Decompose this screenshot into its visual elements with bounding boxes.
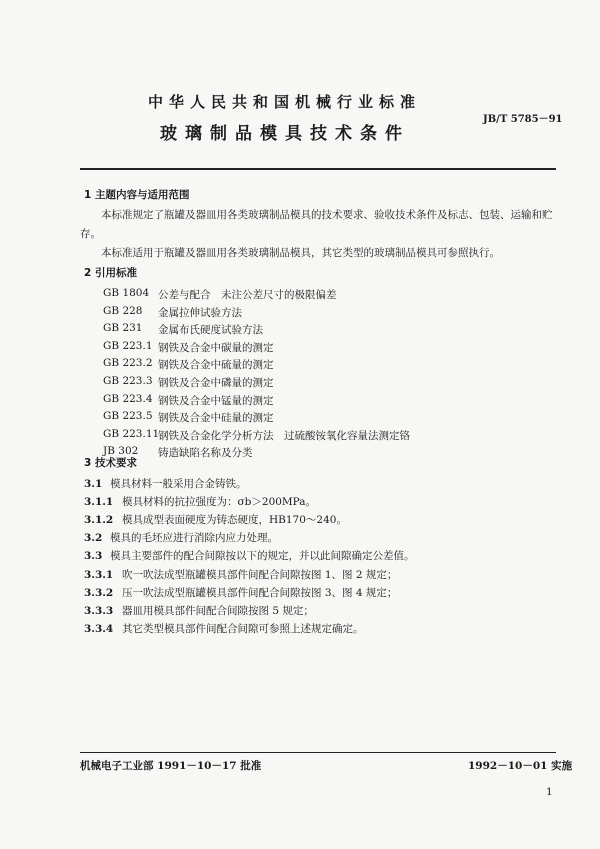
standard-number: JB/T 5785－91: [483, 114, 563, 125]
reference-title: 钢铁及合金中磷量的测定: [158, 377, 274, 389]
reference-title: 钢铁及合金中碳量的测定: [158, 341, 274, 354]
org-title: 中华人民共和国机械行业标准: [148, 93, 422, 111]
page-number: 1: [546, 786, 553, 798]
requirement-item: [84, 476, 247, 491]
requirement-item: [84, 548, 415, 563]
reference-title: 钢铁及合金中硫量的测定: [158, 359, 274, 372]
requirement-number: 3.3.4: [84, 622, 114, 635]
requirement-text: 模具材料一般采用合金铸铁。: [110, 478, 247, 490]
reference-title: 公差与配合 未注公差尺寸的极限偏差: [158, 289, 337, 301]
reference-code: GB 223.3: [103, 375, 153, 387]
reference-title: 金属拉伸试验方法: [158, 306, 242, 319]
reference-code: GB 1804: [103, 287, 150, 299]
requirement-text: 模具的毛坯应进行消除内应力处理。: [110, 532, 278, 545]
requirement-number: 3.3.1: [84, 568, 114, 581]
requirement-text: 压一吹法成型瓶罐模具部件间配合间隙按图 3、图 4 规定；: [122, 586, 398, 599]
implementation-text: 1992－10－01 实施: [468, 760, 573, 772]
requirement-number: 3.3.3: [84, 604, 114, 617]
requirement-item: [84, 585, 397, 600]
requirement-number: 3.1.2: [84, 514, 114, 527]
footer-divider: [80, 752, 556, 753]
section1-para1: 本标准规定了瓶罐及器皿用各类玻璃制品模具的技术要求、验收技术条件及标志、包装、运输和贮: [101, 209, 553, 221]
section1-para2: 本标准适用于瓶罐及器皿用各类玻璃制品模具，其它类型的玻璃制品模具可参照执行。: [101, 247, 500, 259]
requirement-text: 器皿用模具部件间配合间隙按图 5 规定；: [122, 604, 314, 617]
requirement-number: 3.3: [84, 550, 103, 563]
reference-code: GB 223.11: [103, 427, 160, 440]
reference-title: 铸造缺陷名称及分类: [158, 447, 253, 460]
requirement-text: 模具成型表面硬度为铸态硬度，HB170～240。: [122, 514, 347, 527]
reference-code: GB 223.2: [103, 357, 153, 370]
requirement-text: 模具材料的抗拉强度为：σb＞200MPa。: [122, 496, 317, 509]
requirement-text: 模具主要部件的配合间隙按以下的规定，并以此间隙确定公差值。: [110, 550, 415, 563]
requirement-item: [84, 567, 397, 582]
reference-code: GB 231: [103, 322, 143, 335]
reference-code: JB 302: [103, 445, 139, 458]
reference-code: GB 223.4: [103, 392, 153, 405]
section1-para1-cont: 存。: [80, 228, 101, 240]
requirement-item: [84, 494, 316, 509]
doc-title: 玻璃制品模具技术条件: [160, 124, 410, 144]
requirement-item: [84, 621, 364, 636]
reference-code: GB 228: [103, 304, 143, 317]
section2-heading: 2 引用标准: [84, 267, 137, 279]
requirement-text: 吹一吹法成型瓶罐模具部件间配合间隙按图 1、图 2 规定；: [122, 568, 398, 581]
requirement-number: 3.2: [84, 532, 103, 545]
requirement-text: 其它类型模具部件间配合间隙可参照上述规定确定。: [122, 622, 364, 635]
requirement-number: 3.1.1: [84, 496, 114, 509]
requirement-number: 3.1: [84, 478, 103, 490]
section1-heading: 1 主题内容与适用范围: [84, 189, 190, 201]
approval-text: 机械电子工业部 1991－10－17 批准: [80, 760, 262, 772]
reference-title: 钢铁及合金化学分析方法 过硫酸铵氧化容量法测定铬: [158, 429, 410, 442]
reference-code: GB 223.5: [103, 410, 153, 423]
requirement-item: [84, 512, 347, 527]
section3-heading: 3 技术要求: [84, 457, 137, 469]
reference-code: GB 223.1: [103, 339, 153, 352]
header-divider: [80, 168, 556, 170]
requirement-item: [84, 603, 314, 618]
reference-title: 钢铁及合金中硅量的测定: [158, 412, 274, 425]
reference-title: 钢铁及合金中锰量的测定: [158, 394, 274, 407]
reference-title: 金属布氏硬度试验方法: [158, 324, 263, 337]
requirement-number: 3.3.2: [84, 586, 114, 599]
requirement-item: [84, 530, 278, 545]
